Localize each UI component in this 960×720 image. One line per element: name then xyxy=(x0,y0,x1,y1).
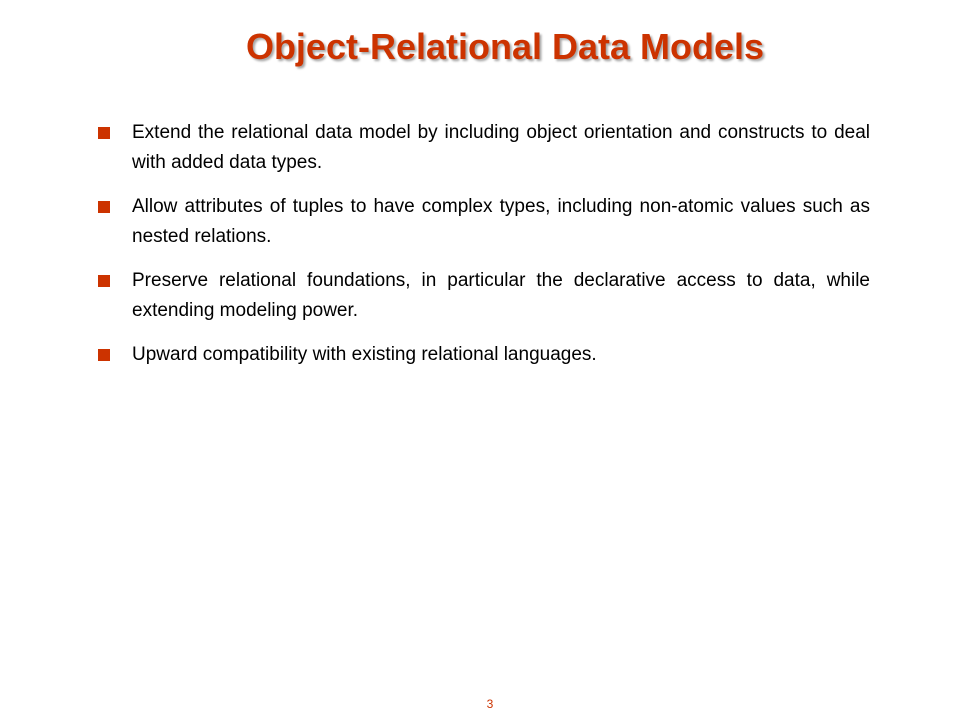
square-bullet-icon xyxy=(98,275,110,287)
slide-title: Object-Relational Data Models xyxy=(245,26,765,67)
bullet-text: Allow attributes of tuples to have complex types, including non-atomic values such as nested relations. xyxy=(132,196,870,247)
page-number: 3 xyxy=(486,697,494,711)
square-bullet-icon xyxy=(98,127,110,139)
bullet-text: Preserve relational foundations, in particular the declarative access to data, while extending modeling power. xyxy=(132,270,870,321)
bullet-text: Upward compatibility with existing relational languages. xyxy=(132,344,597,365)
bullet-text: Extend the relational data model by including object orientation and constructs to deal with added data types. xyxy=(132,122,870,173)
bullet-item xyxy=(96,340,870,370)
square-bullet-icon xyxy=(98,349,110,361)
square-bullet-icon xyxy=(98,201,110,213)
bullet-item xyxy=(96,192,870,252)
bullet-item xyxy=(96,118,870,178)
bullet-list xyxy=(96,118,870,384)
bullet-item xyxy=(96,266,870,326)
